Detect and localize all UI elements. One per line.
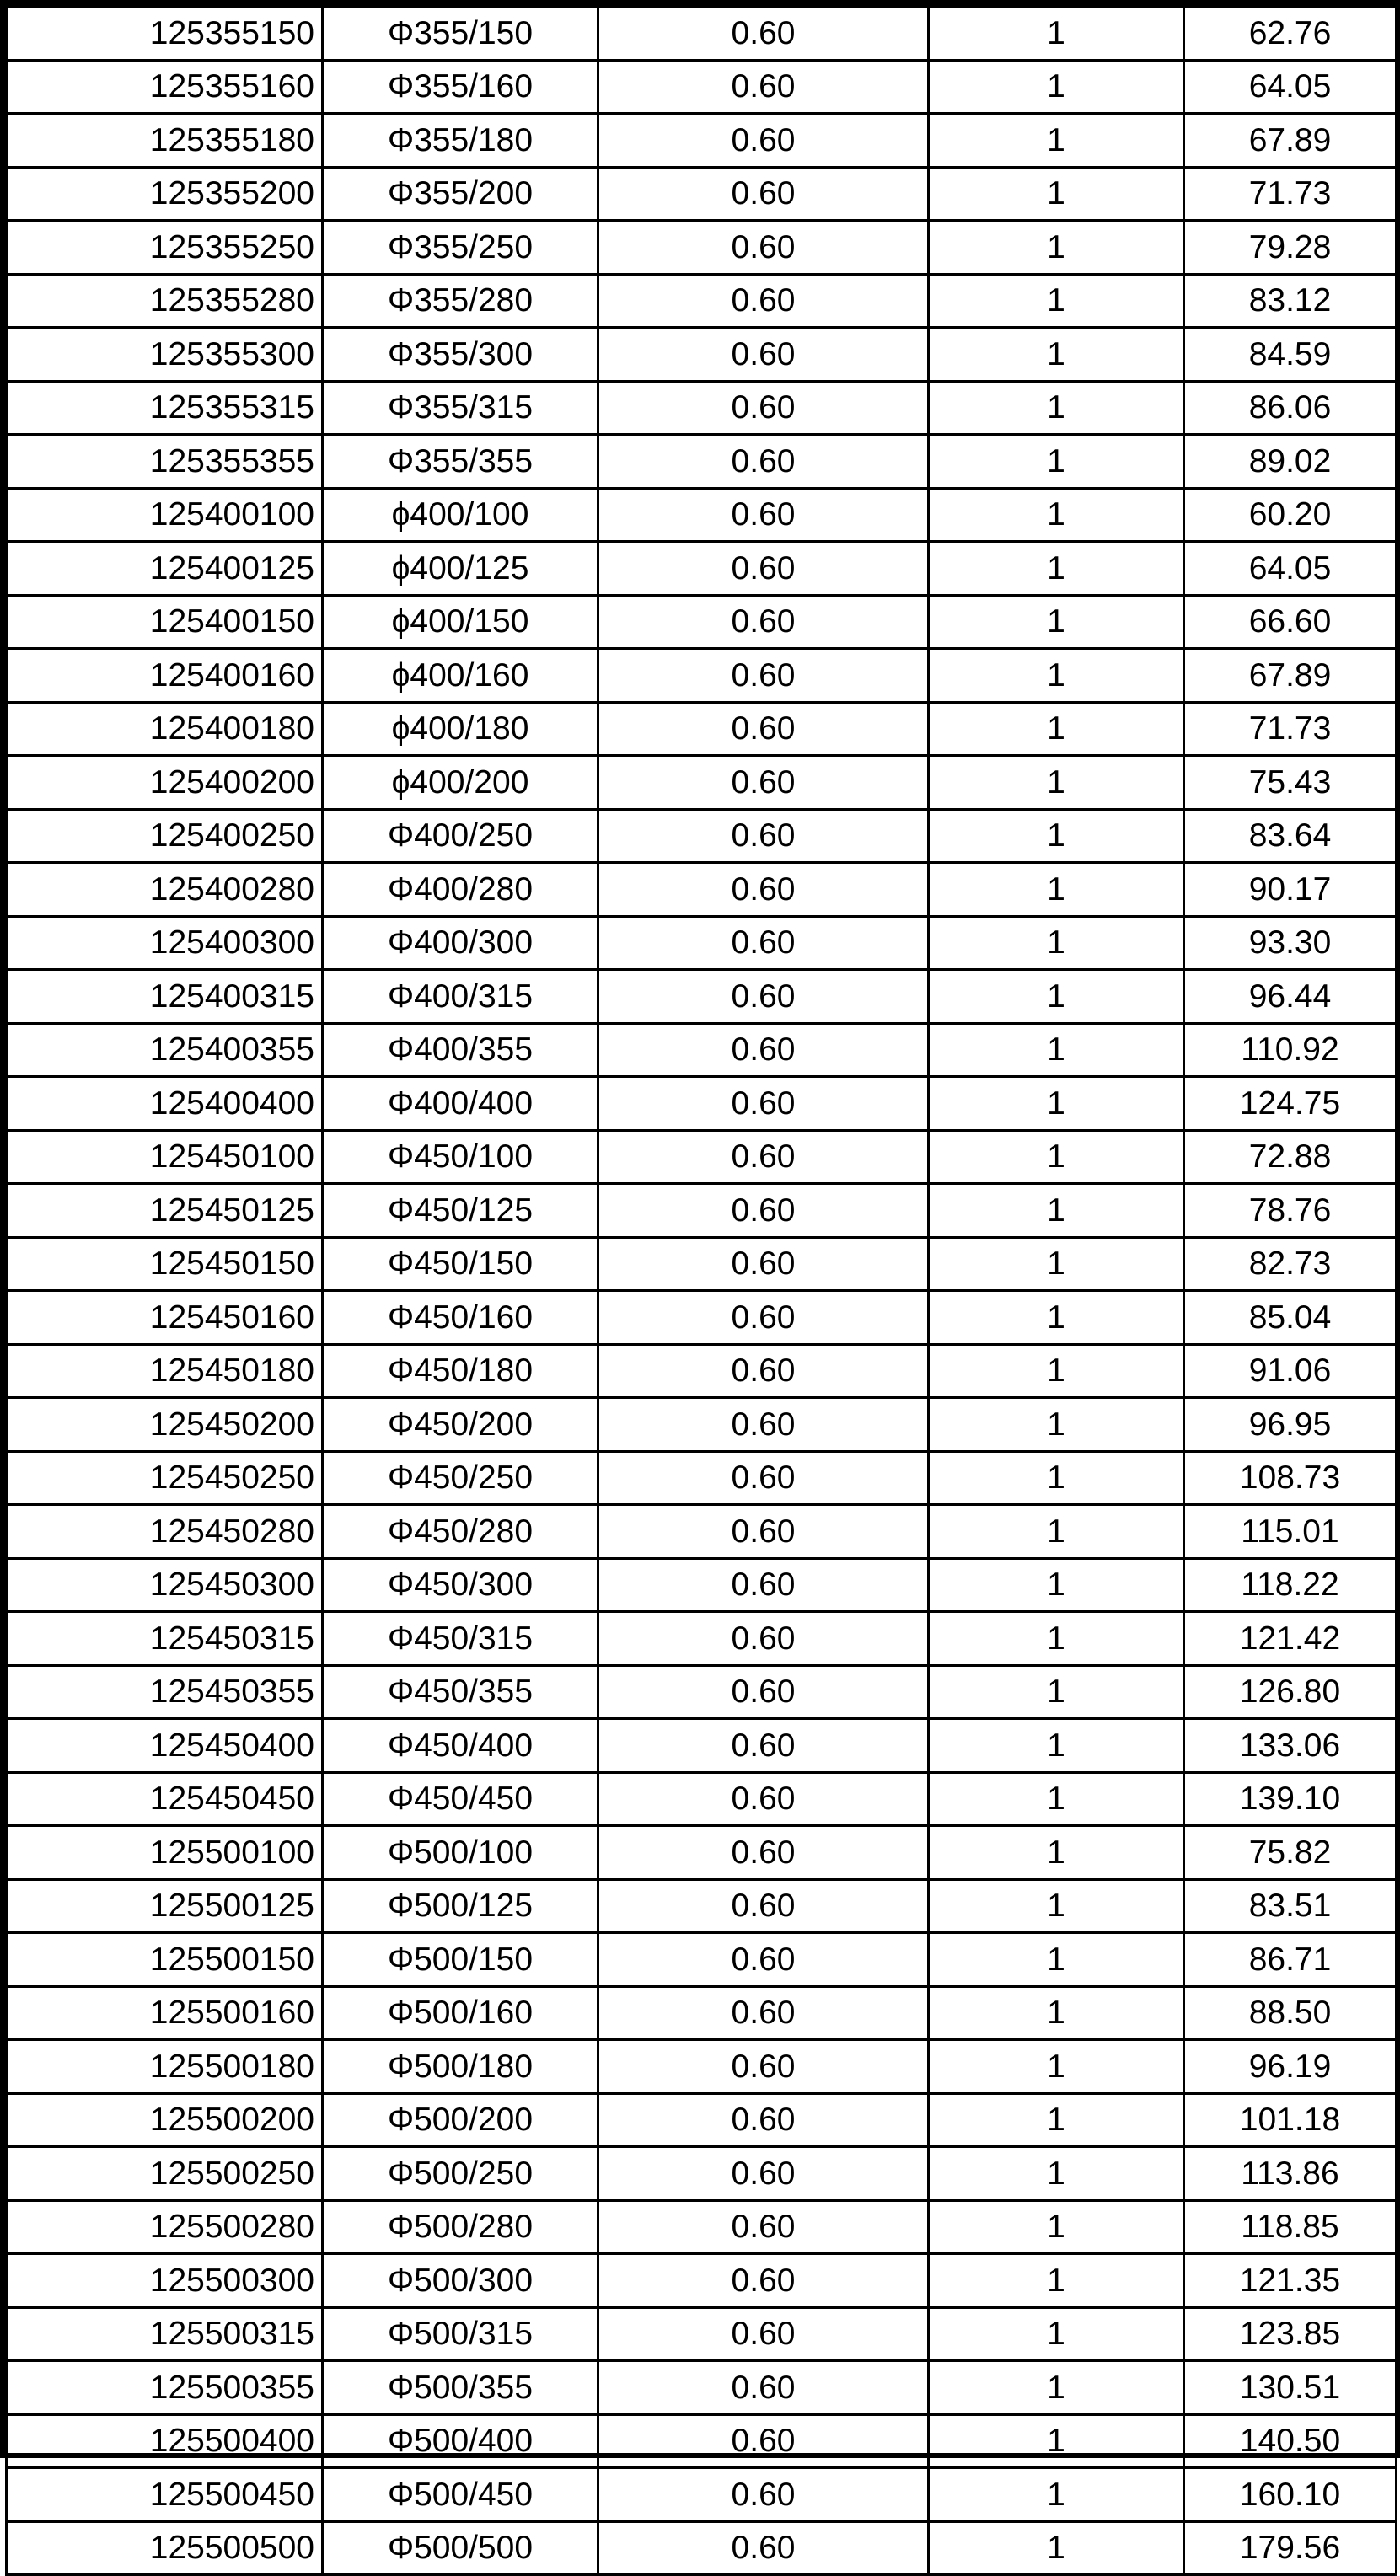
product-code-cell: 125355250 — [7, 221, 323, 275]
product-code-cell: 125500315 — [7, 2307, 323, 2361]
table-row — [7, 488, 1397, 542]
product-code-cell: 125450450 — [7, 1772, 323, 1826]
product-code-cell: 125400200 — [7, 756, 323, 810]
spec-cell: Φ400/355 — [323, 1023, 598, 1077]
table-row — [7, 1558, 1397, 1612]
product-code-cell: 125450150 — [7, 1237, 323, 1291]
spec-cell: Φ450/300 — [323, 1558, 598, 1612]
price-cell: 118.22 — [1184, 1558, 1397, 1612]
quantity-cell: 1 — [929, 1077, 1184, 1131]
product-code-cell: 125355280 — [7, 274, 323, 328]
table-row — [7, 863, 1397, 917]
price-cell: 60.20 — [1184, 488, 1397, 542]
thickness-cell: 0.60 — [598, 1291, 929, 1345]
product-code-cell: 125500280 — [7, 2200, 323, 2254]
thickness-cell: 0.60 — [598, 2521, 929, 2575]
thickness-cell: 0.60 — [598, 1237, 929, 1291]
table-row — [7, 2521, 1397, 2575]
thickness-cell: 0.60 — [598, 1451, 929, 1505]
thickness-cell: 0.60 — [598, 167, 929, 221]
price-cell: 91.06 — [1184, 1344, 1397, 1398]
table-row — [7, 1879, 1397, 1933]
spec-cell: Φ355/160 — [323, 60, 598, 114]
quantity-cell: 1 — [929, 542, 1184, 596]
thickness-cell: 0.60 — [598, 1558, 929, 1612]
product-code-cell: 125500500 — [7, 2521, 323, 2575]
table-row — [7, 2040, 1397, 2094]
price-cell: 101.18 — [1184, 2093, 1397, 2147]
thickness-cell: 0.60 — [598, 2147, 929, 2201]
thickness-cell: 0.60 — [598, 2414, 929, 2468]
quantity-cell: 1 — [929, 2040, 1184, 2094]
table-row — [7, 1023, 1397, 1077]
thickness-cell: 0.60 — [598, 595, 929, 649]
thickness-cell: 0.60 — [598, 702, 929, 756]
price-cell: 75.82 — [1184, 1826, 1397, 1880]
spec-cell: Φ400/250 — [323, 809, 598, 863]
thickness-cell: 0.60 — [598, 809, 929, 863]
spec-cell: Φ355/300 — [323, 328, 598, 382]
thickness-cell: 0.60 — [598, 1719, 929, 1773]
product-code-cell: 125400280 — [7, 863, 323, 917]
spec-cell: Φ450/315 — [323, 1612, 598, 1666]
price-cell: 140.50 — [1184, 2414, 1397, 2468]
spec-cell: Φ400/280 — [323, 863, 598, 917]
product-code-cell: 125500400 — [7, 2414, 323, 2468]
price-cell: 82.73 — [1184, 1237, 1397, 1291]
quantity-cell: 1 — [929, 702, 1184, 756]
spec-cell: Φ355/180 — [323, 114, 598, 168]
spec-cell: Φ355/250 — [323, 221, 598, 275]
product-code-cell: 125450200 — [7, 1398, 323, 1452]
price-cell: 93.30 — [1184, 916, 1397, 970]
quantity-cell: 1 — [929, 809, 1184, 863]
product-code-cell: 125500160 — [7, 1986, 323, 2040]
table-row — [7, 114, 1397, 168]
spec-cell: ϕ400/150 — [323, 595, 598, 649]
quantity-cell: 1 — [929, 863, 1184, 917]
table-row — [7, 1398, 1397, 1452]
thickness-cell: 0.60 — [598, 488, 929, 542]
table-row — [7, 381, 1397, 435]
table-row — [7, 1719, 1397, 1773]
spec-cell: Φ450/280 — [323, 1505, 598, 1559]
table-row — [7, 916, 1397, 970]
spec-cell: Φ450/200 — [323, 1398, 598, 1452]
quantity-cell: 1 — [929, 2093, 1184, 2147]
spec-cell: Φ500/250 — [323, 2147, 598, 2201]
price-cell: 126.80 — [1184, 1665, 1397, 1719]
product-code-cell: 125400150 — [7, 595, 323, 649]
thickness-cell: 0.60 — [598, 542, 929, 596]
product-code-cell: 125355200 — [7, 167, 323, 221]
table-row — [7, 1130, 1397, 1184]
quantity-cell: 1 — [929, 60, 1184, 114]
spec-cell: ϕ400/180 — [323, 702, 598, 756]
spec-cell: Φ450/250 — [323, 1451, 598, 1505]
product-code-cell: 125450400 — [7, 1719, 323, 1773]
table-row — [7, 1291, 1397, 1345]
table-row — [7, 60, 1397, 114]
quantity-cell: 1 — [929, 1719, 1184, 1773]
spec-cell: Φ500/180 — [323, 2040, 598, 2094]
thickness-cell: 0.60 — [598, 1505, 929, 1559]
product-code-cell: 125400300 — [7, 916, 323, 970]
table-row — [7, 2147, 1397, 2201]
spec-cell: Φ450/100 — [323, 1130, 598, 1184]
quantity-cell: 1 — [929, 274, 1184, 328]
thickness-cell: 0.60 — [598, 1184, 929, 1238]
table-row — [7, 167, 1397, 221]
spec-cell: Φ355/315 — [323, 381, 598, 435]
quantity-cell: 1 — [929, 328, 1184, 382]
product-code-cell: 125500125 — [7, 1879, 323, 1933]
spec-cell: Φ450/355 — [323, 1665, 598, 1719]
quantity-cell: 1 — [929, 2468, 1184, 2522]
thickness-cell: 0.60 — [598, 1398, 929, 1452]
spec-cell: Φ500/400 — [323, 2414, 598, 2468]
quantity-cell: 1 — [929, 2200, 1184, 2254]
product-code-cell: 125400160 — [7, 649, 323, 703]
spec-cell: Φ450/180 — [323, 1344, 598, 1398]
price-cell: 64.05 — [1184, 542, 1397, 596]
product-code-cell: 125400355 — [7, 1023, 323, 1077]
thickness-cell: 0.60 — [598, 970, 929, 1024]
spec-cell: Φ450/400 — [323, 1719, 598, 1773]
table-row — [7, 1505, 1397, 1559]
price-cell: 67.89 — [1184, 649, 1397, 703]
price-cell: 160.10 — [1184, 2468, 1397, 2522]
spec-cell: Φ355/200 — [323, 167, 598, 221]
product-code-cell: 125500300 — [7, 2254, 323, 2308]
table-row — [7, 809, 1397, 863]
thickness-cell: 0.60 — [598, 2468, 929, 2522]
table-row — [7, 1237, 1397, 1291]
quantity-cell: 1 — [929, 970, 1184, 1024]
quantity-cell: 1 — [929, 1879, 1184, 1933]
price-cell: 78.76 — [1184, 1184, 1397, 1238]
quantity-cell: 1 — [929, 2414, 1184, 2468]
table-row — [7, 1772, 1397, 1826]
price-cell: 124.75 — [1184, 1077, 1397, 1131]
thickness-cell: 0.60 — [598, 435, 929, 489]
table-row — [7, 7, 1397, 61]
thickness-cell: 0.60 — [598, 916, 929, 970]
product-code-cell: 125450160 — [7, 1291, 323, 1345]
thickness-cell: 0.60 — [598, 2200, 929, 2254]
product-code-cell: 125355300 — [7, 328, 323, 382]
quantity-cell: 1 — [929, 756, 1184, 810]
product-code-cell: 125500250 — [7, 2147, 323, 2201]
spec-cell: Φ500/100 — [323, 1826, 598, 1880]
price-cell: 123.85 — [1184, 2307, 1397, 2361]
spec-cell: Φ450/150 — [323, 1237, 598, 1291]
spec-cell: Φ500/125 — [323, 1879, 598, 1933]
spec-cell: Φ400/300 — [323, 916, 598, 970]
table-row — [7, 435, 1397, 489]
quantity-cell: 1 — [929, 167, 1184, 221]
price-cell: 130.51 — [1184, 2361, 1397, 2415]
thickness-cell: 0.60 — [598, 756, 929, 810]
price-cell: 96.95 — [1184, 1398, 1397, 1452]
product-code-cell: 125450100 — [7, 1130, 323, 1184]
price-cell: 110.92 — [1184, 1023, 1397, 1077]
table-row — [7, 649, 1397, 703]
thickness-cell: 0.60 — [598, 2093, 929, 2147]
price-cell: 118.85 — [1184, 2200, 1397, 2254]
quantity-cell: 1 — [929, 2254, 1184, 2308]
quantity-cell: 1 — [929, 488, 1184, 542]
price-cell: 121.42 — [1184, 1612, 1397, 1666]
product-code-cell: 125450280 — [7, 1505, 323, 1559]
spec-cell: ϕ400/200 — [323, 756, 598, 810]
table-row — [7, 756, 1397, 810]
price-cell: 83.64 — [1184, 809, 1397, 863]
thickness-cell: 0.60 — [598, 1344, 929, 1398]
thickness-cell: 0.60 — [598, 863, 929, 917]
thickness-cell: 0.60 — [598, 2307, 929, 2361]
quantity-cell: 1 — [929, 381, 1184, 435]
price-cell: 88.50 — [1184, 1986, 1397, 2040]
product-code-cell: 125450180 — [7, 1344, 323, 1398]
table-row — [7, 328, 1397, 382]
quantity-cell: 1 — [929, 649, 1184, 703]
product-code-cell: 125500355 — [7, 2361, 323, 2415]
quantity-cell: 1 — [929, 916, 1184, 970]
price-cell: 139.10 — [1184, 1772, 1397, 1826]
price-cell: 64.05 — [1184, 60, 1397, 114]
thickness-cell: 0.60 — [598, 1023, 929, 1077]
table-row — [7, 221, 1397, 275]
spec-cell: Φ450/160 — [323, 1291, 598, 1345]
price-cell: 108.73 — [1184, 1451, 1397, 1505]
quantity-cell: 1 — [929, 1612, 1184, 1666]
quantity-cell: 1 — [929, 1986, 1184, 2040]
spec-cell: Φ450/125 — [323, 1184, 598, 1238]
thickness-cell: 0.60 — [598, 221, 929, 275]
spec-cell: Φ500/315 — [323, 2307, 598, 2361]
quantity-cell: 1 — [929, 1130, 1184, 1184]
price-cell: 96.19 — [1184, 2040, 1397, 2094]
product-code-cell: 125450355 — [7, 1665, 323, 1719]
quantity-cell: 1 — [929, 1344, 1184, 1398]
thickness-cell: 0.60 — [598, 1130, 929, 1184]
product-code-cell: 125400100 — [7, 488, 323, 542]
quantity-cell: 1 — [929, 221, 1184, 275]
spec-cell: Φ500/300 — [323, 2254, 598, 2308]
quantity-cell: 1 — [929, 2307, 1184, 2361]
thickness-cell: 0.60 — [598, 274, 929, 328]
table-row — [7, 1077, 1397, 1131]
thickness-cell: 0.60 — [598, 2361, 929, 2415]
product-code-cell: 125355160 — [7, 60, 323, 114]
table-row — [7, 542, 1397, 596]
spec-cell: Φ500/450 — [323, 2468, 598, 2522]
product-code-cell: 125500180 — [7, 2040, 323, 2094]
product-code-cell: 125500150 — [7, 1933, 323, 1987]
quantity-cell: 1 — [929, 7, 1184, 61]
spec-cell: Φ400/315 — [323, 970, 598, 1024]
thickness-cell: 0.60 — [598, 114, 929, 168]
product-code-cell: 125400315 — [7, 970, 323, 1024]
quantity-cell: 1 — [929, 2521, 1184, 2575]
product-code-cell: 125450300 — [7, 1558, 323, 1612]
quantity-cell: 1 — [929, 1558, 1184, 1612]
price-cell: 115.01 — [1184, 1505, 1397, 1559]
price-cell: 90.17 — [1184, 863, 1397, 917]
price-cell: 75.43 — [1184, 756, 1397, 810]
price-cell: 71.73 — [1184, 167, 1397, 221]
thickness-cell: 0.60 — [598, 1612, 929, 1666]
spec-cell: Φ355/150 — [323, 7, 598, 61]
spec-cell: Φ500/200 — [323, 2093, 598, 2147]
price-cell: 71.73 — [1184, 702, 1397, 756]
product-code-cell: 125355315 — [7, 381, 323, 435]
table-row — [7, 1665, 1397, 1719]
product-code-cell: 125355355 — [7, 435, 323, 489]
price-cell: 86.71 — [1184, 1933, 1397, 1987]
spec-cell: Φ500/355 — [323, 2361, 598, 2415]
product-code-cell: 125500200 — [7, 2093, 323, 2147]
spec-cell: ϕ400/125 — [323, 542, 598, 596]
price-cell: 84.59 — [1184, 328, 1397, 382]
table-row — [7, 1451, 1397, 1505]
product-code-cell: 125400125 — [7, 542, 323, 596]
price-cell: 96.44 — [1184, 970, 1397, 1024]
product-code-cell: 125450250 — [7, 1451, 323, 1505]
price-cell: 83.12 — [1184, 274, 1397, 328]
price-cell: 66.60 — [1184, 595, 1397, 649]
price-table — [5, 5, 1397, 2576]
thickness-cell: 0.60 — [598, 1826, 929, 1880]
quantity-cell: 1 — [929, 1398, 1184, 1452]
spec-cell: Φ500/280 — [323, 2200, 598, 2254]
spec-cell: ϕ400/100 — [323, 488, 598, 542]
quantity-cell: 1 — [929, 1237, 1184, 1291]
thickness-cell: 0.60 — [598, 2040, 929, 2094]
table-row — [7, 702, 1397, 756]
price-cell: 62.76 — [1184, 7, 1397, 61]
table-row — [7, 1933, 1397, 1987]
spec-cell: Φ355/355 — [323, 435, 598, 489]
product-code-cell: 125450125 — [7, 1184, 323, 1238]
table-row — [7, 2468, 1397, 2522]
product-code-cell: 125400180 — [7, 702, 323, 756]
product-code-cell: 125450315 — [7, 1612, 323, 1666]
spec-cell: Φ450/450 — [323, 1772, 598, 1826]
quantity-cell: 1 — [929, 2147, 1184, 2201]
quantity-cell: 1 — [929, 1291, 1184, 1345]
table-row — [7, 1826, 1397, 1880]
table-row — [7, 595, 1397, 649]
table-row — [7, 1612, 1397, 1666]
price-cell: 72.88 — [1184, 1130, 1397, 1184]
quantity-cell: 1 — [929, 1933, 1184, 1987]
thickness-cell: 0.60 — [598, 1986, 929, 2040]
spec-cell: Φ500/160 — [323, 1986, 598, 2040]
product-code-cell: 125355180 — [7, 114, 323, 168]
price-cell: 89.02 — [1184, 435, 1397, 489]
spec-cell: Φ355/280 — [323, 274, 598, 328]
spec-cell: ϕ400/160 — [323, 649, 598, 703]
table-row — [7, 274, 1397, 328]
table-row — [7, 2361, 1397, 2415]
price-cell: 83.51 — [1184, 1879, 1397, 1933]
table-row — [7, 2414, 1397, 2468]
thickness-cell: 0.60 — [598, 1879, 929, 1933]
price-table-body — [7, 7, 1397, 2575]
spec-cell: Φ500/500 — [323, 2521, 598, 2575]
thickness-cell: 0.60 — [598, 381, 929, 435]
quantity-cell: 1 — [929, 1023, 1184, 1077]
spec-cell: Φ400/400 — [323, 1077, 598, 1131]
quantity-cell: 1 — [929, 595, 1184, 649]
table-row — [7, 1986, 1397, 2040]
table-row — [7, 1184, 1397, 1238]
price-cell: 113.86 — [1184, 2147, 1397, 2201]
quantity-cell: 1 — [929, 1451, 1184, 1505]
table-row — [7, 2307, 1397, 2361]
price-cell: 85.04 — [1184, 1291, 1397, 1345]
quantity-cell: 1 — [929, 1772, 1184, 1826]
thickness-cell: 0.60 — [598, 1077, 929, 1131]
table-row — [7, 2254, 1397, 2308]
thickness-cell: 0.60 — [598, 60, 929, 114]
price-cell: 79.28 — [1184, 221, 1397, 275]
product-code-cell: 125400400 — [7, 1077, 323, 1131]
table-row — [7, 2093, 1397, 2147]
price-cell: 179.56 — [1184, 2521, 1397, 2575]
thickness-cell: 0.60 — [598, 1772, 929, 1826]
product-code-cell: 125500100 — [7, 1826, 323, 1880]
table-row — [7, 2200, 1397, 2254]
table-row — [7, 970, 1397, 1024]
thickness-cell: 0.60 — [598, 328, 929, 382]
price-cell: 133.06 — [1184, 1719, 1397, 1773]
quantity-cell: 1 — [929, 2361, 1184, 2415]
product-code-cell: 125355150 — [7, 7, 323, 61]
quantity-cell: 1 — [929, 1184, 1184, 1238]
thickness-cell: 0.60 — [598, 1665, 929, 1719]
thickness-cell: 0.60 — [598, 2254, 929, 2308]
quantity-cell: 1 — [929, 1665, 1184, 1719]
quantity-cell: 1 — [929, 1826, 1184, 1880]
product-code-cell: 125500450 — [7, 2468, 323, 2522]
price-cell: 121.35 — [1184, 2254, 1397, 2308]
spec-cell: Φ500/150 — [323, 1933, 598, 1987]
quantity-cell: 1 — [929, 114, 1184, 168]
product-code-cell: 125400250 — [7, 809, 323, 863]
quantity-cell: 1 — [929, 435, 1184, 489]
thickness-cell: 0.60 — [598, 7, 929, 61]
table-row — [7, 1344, 1397, 1398]
price-cell: 67.89 — [1184, 114, 1397, 168]
quantity-cell: 1 — [929, 1505, 1184, 1559]
thickness-cell: 0.60 — [598, 1933, 929, 1987]
thickness-cell: 0.60 — [598, 649, 929, 703]
price-cell: 86.06 — [1184, 381, 1397, 435]
